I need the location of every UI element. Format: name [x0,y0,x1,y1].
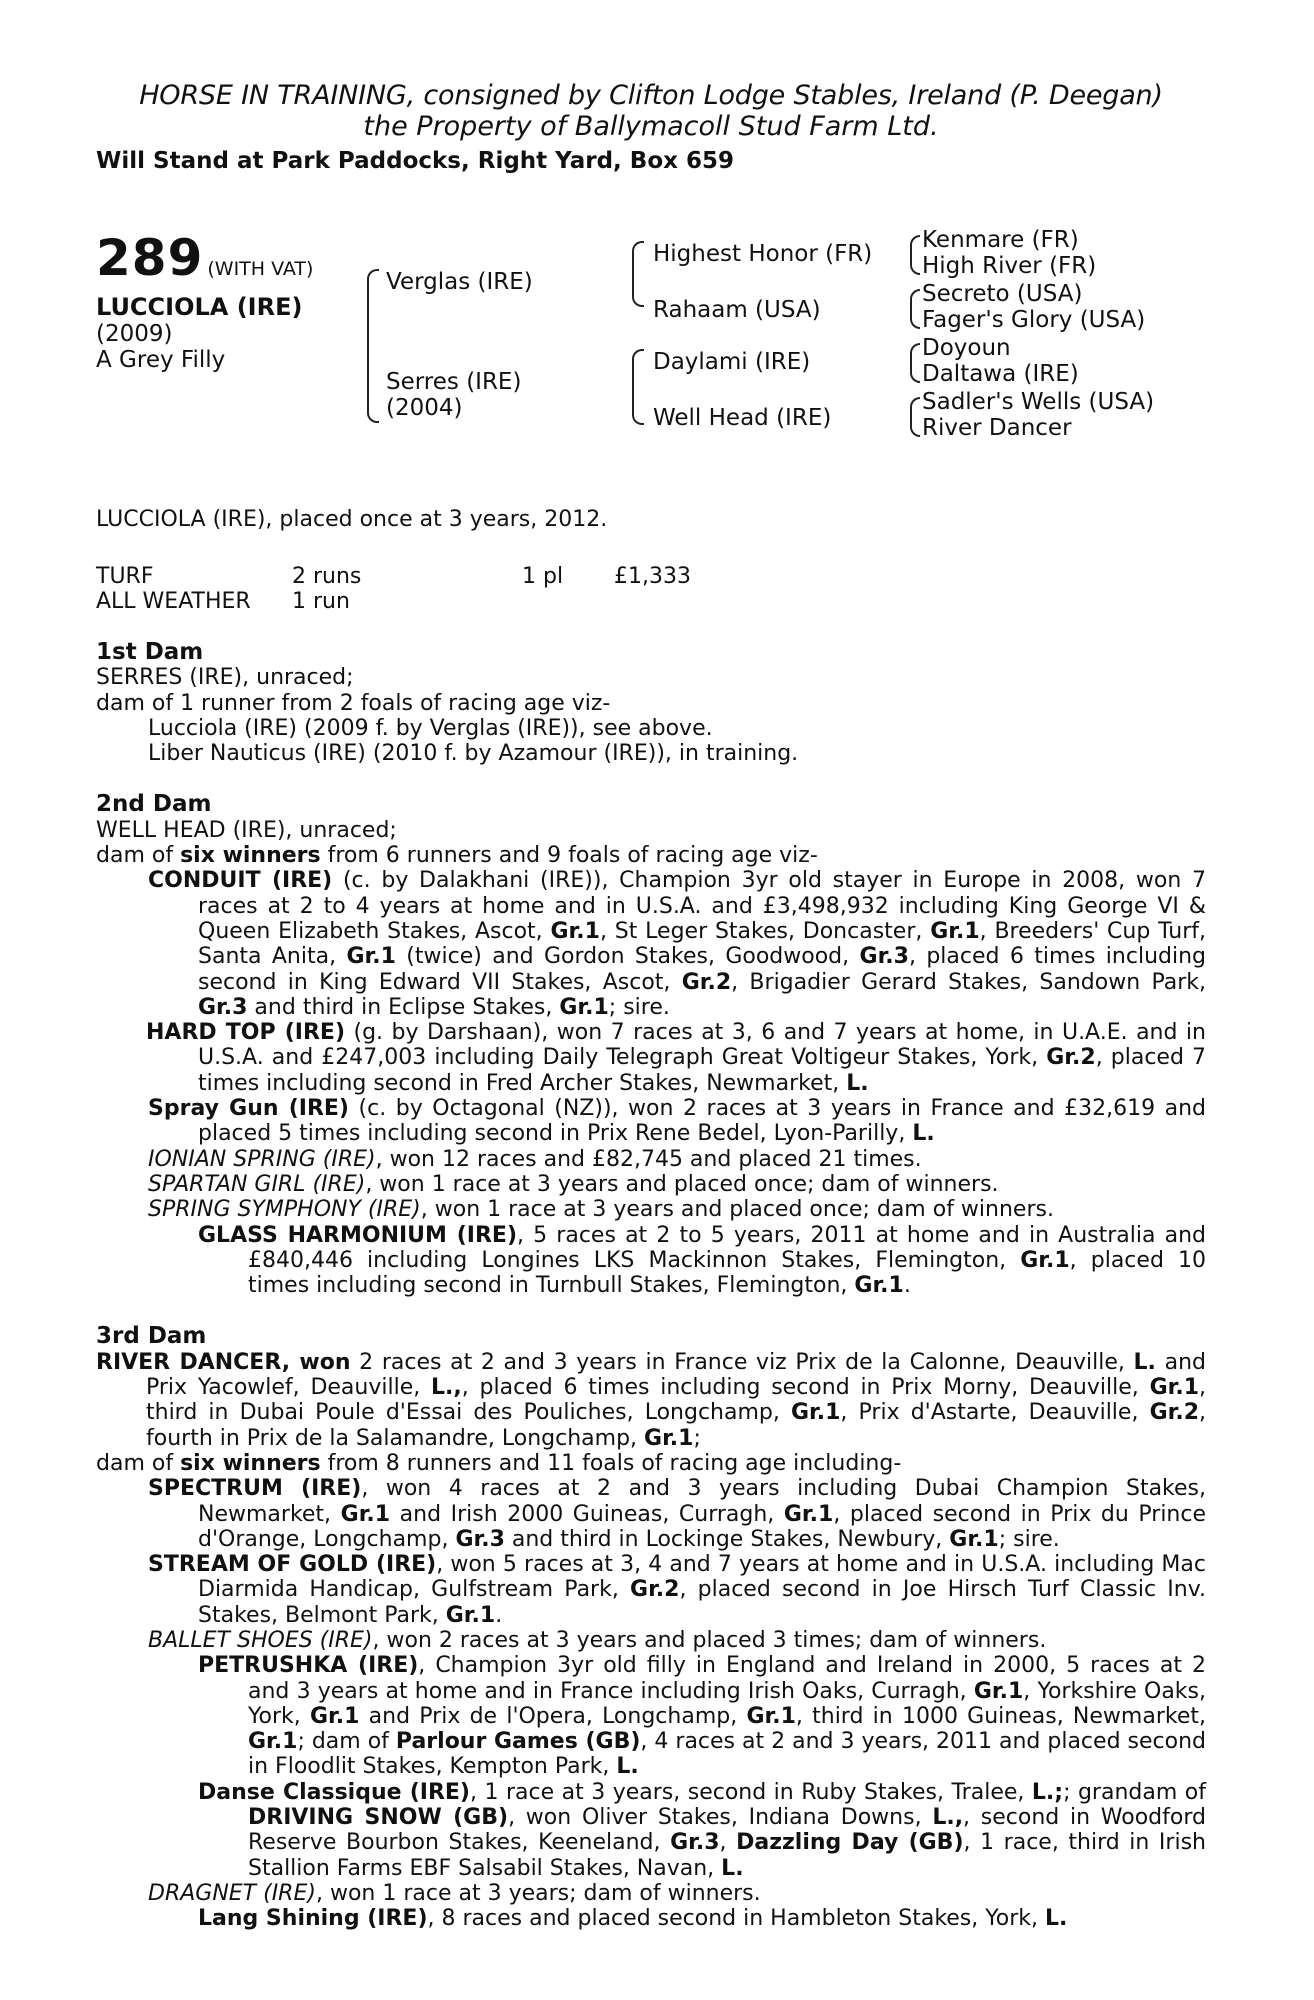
produce-entry-lang-shining: Lang Shining (IRE), 8 races and placed second in Hambleton Stakes, York, L. [198,1906,1068,1932]
second-dam-heading: 2nd Dam [96,791,212,818]
produce-entry-glass-harmonium: GLASS HARMONIUM (IRE), 5 races at 2 to 5 years, 2011 at home and in Australia and £840,446 including Longines LKS Mackinnon Stakes, Flemington, Gr.1, placed 10 times including second in Turnbull Stakes, Flemington, Gr.1. [198,1222,1207,1299]
pedigree-g6: Daltawa (IRE) [922,361,1079,387]
horse-year: (2009) [96,321,173,347]
pedigree-g1: Kenmare (FR) [922,227,1079,253]
stabling-line: Will Stand at Park Paddocks, Right Yard, Box 659 [96,148,734,174]
third-dam-record: RIVER DANCER, won 2 races at 2 and 3 years in France viz Prix de la Calonne, Deauville, L. and Prix Yacowlef, Deauville, L.,, placed 6 times including second in Prix Morny, Deauville, Gr.1, third in Dubai Poule d'Essai des Pouliches, Longchamp, Gr.1, Prix d'Astarte, Deauville, Gr.2, fourth in Prix de la Salamandre, Longchamp, Gr.1; [96,1349,1207,1451]
pedigree-g8: River Dancer [922,415,1072,441]
pedigree-dam-year: (2004) [386,395,463,421]
gg-bracket-4 [910,397,920,437]
produce-entry-conduit: CONDUIT (IRE) (c. by Dalakhani (IRE)), Champion 3yr old stayer in Europe in 2008, won 7 races at 2 to 4 years at home and in U.S.A. and £3,498,932 including King George VI & Queen Elizabeth Stakes, Ascot, Gr.1, St Leger Stakes, Doncaster, Gr.1, Breeders' Cup Turf, Santa Anita, Gr.1 (twice) and Gordon Stakes, Goodwood, Gr.3, placed 6 times including second in King Edward VII Stakes, Ascot, Gr.2, Brigadier Gerard Stakes, Sandown Park, Gr.3 and third in Eclipse Stakes, Gr.1; sire. [148,868,1206,1020]
lot-number: 289 [96,229,204,287]
turf-runs: 2 runs [292,564,362,589]
pedigree-dam-dam: Well Head (IRE) [653,405,832,431]
lot-info [96,229,313,373]
produce-entry-danse-classique: Danse Classique (IRE), 1 race at 3 years, second in Ruby Stakes, Tralee, L.;; grandam of DRIVING SNOW (GB), won Oliver Stakes, Indiana Downs, L.,, second in Woodford Reserve Bourbon Stakes, Keeneland, Gr.3, Dazzling Day (GB), 1 race, third in Irish Stallion Farms EBF Salsabil Stakes, Navan, L. [198,1779,1206,1881]
pedigree-dam: Serres (IRE) [386,369,522,395]
aw-runs: 1 run [292,589,350,614]
vat-note: (WITH VAT) [207,258,314,280]
third-dam-produce-line: dam of six winners from 8 runners and 11 foals of racing age including- [96,1450,902,1476]
race-stats [96,564,1206,614]
gg-bracket-2 [910,289,920,329]
pedigree-sire-sire: Highest Honor (FR) [653,241,873,267]
pedigree-g3: Secreto (USA) [922,281,1083,307]
pedigree-g7: Sadler's Wells (USA) [922,389,1155,415]
produce-entry-dragnet: DRAGNET (IRE), won 1 race at 3 years; dam of winners. [148,1880,761,1906]
produce-entry-spartan-girl: SPARTAN GIRL (IRE), won 1 race at 3 years and placed once; dam of winners. [148,1171,999,1197]
third-dam-heading: 3rd Dam [96,1323,207,1350]
produce-entry-ballet-shoes: BALLET SHOES (IRE), won 2 races at 3 years and placed 3 times; dam of winners. [148,1627,1047,1653]
pedigree-block [96,229,1206,479]
produce-entry-spectrum: SPECTRUM (IRE), won 4 races at 2 and 3 years including Dubai Champion Stakes, Newmarket, Gr.1 and Irish 2000 Guineas, Curragh, Gr.1, placed second in Prix du Prince d'Orange, Longchamp, Gr.3 and third in Lockinge Stakes, Newbury, Gr.1; sire. [148,1476,1207,1552]
grandsire-bracket-2 [632,349,644,425]
pedigree-g5: Doyoun [922,335,1011,361]
produce-entry-stream-of-gold: STREAM OF GOLD (IRE), won 5 races at 3, 4 and 7 years at home and in U.S.A. including Mac Diarmida Handicap, Gulfstream Park, Gr.2, placed second in Joe Hirsch Turf Classic Inv. Stakes, Belmont Park, Gr.1. [148,1552,1206,1628]
produce-entry-spring-symphony: SPRING SYMPHONY (IRE), won 1 race at 3 years and placed once; dam of winners. [148,1197,1054,1223]
turf-prize: £1,333 [614,564,691,589]
turf-placed: 1 pl [522,564,564,589]
first-dam-section [96,640,1206,766]
first-dam-produce-line: dam of 1 runner from 2 foals of racing age viz- [96,690,611,716]
second-dam-section [96,792,1206,1298]
consignor-line: HORSE IN TRAINING, consigned by Clifton Lodge Stables, Ireland (P. Deegan) [139,80,1163,111]
catalogue-page [96,80,1206,1932]
turf-label: TURF [96,564,154,589]
pedigree-dam-sire: Daylami (IRE) [653,349,811,375]
pedigree-sire-dam: Rahaam (USA) [653,297,821,323]
produce-entry-ionian-spring: IONIAN SPRING (IRE), won 12 races and £82,745 and placed 21 times. [148,1146,922,1172]
second-dam-produce-line: dam of six winners from 6 runners and 9 foals of racing age viz- [96,843,818,869]
pedigree-g2: High River (FR) [922,253,1097,279]
sire-dam-bracket [367,269,379,423]
first-dam-line: SERRES (IRE), unraced; [96,665,354,691]
race-summary: LUCCIOLA (IRE), placed once at 3 years, 2012. [96,507,608,532]
horse-name: LUCCIOLA (IRE) [96,293,303,321]
gg-bracket-3 [910,343,920,383]
property-line: the Property of Ballymacoll Stud Farm Ltd. [363,111,939,142]
third-dam-section [96,1324,1206,1931]
horse-description: A Grey Filly [96,347,226,373]
produce-item: Lucciola (IRE) (2009 f. by Verglas (IRE)), see above. [148,715,713,741]
produce-entry-hard-top: HARD TOP (IRE) (g. by Darshaan), won 7 races at 3, 6 and 7 years at home, in U.A.E. and in U.S.A. and £247,003 including Daily Telegraph Great Voltigeur Stakes, York, Gr.2, placed 7 times including second in Fred Archer Stakes, Newmarket, L. [146,1020,1207,1096]
pedigree-g4: Fager's Glory (USA) [922,307,1146,333]
gg-bracket-1 [910,235,920,275]
produce-item: Liber Nauticus (IRE) (2010 f. by Azamour (IRE)), in training. [148,741,799,767]
aw-label: ALL WEATHER [96,589,251,614]
pedigree-sire: Verglas (IRE) [386,269,533,295]
second-dam-line: WELL HEAD (IRE), unraced; [96,817,397,843]
grandsire-bracket-1 [632,241,644,307]
produce-entry-petrushka: PETRUSHKA (IRE), Champion 3yr old filly in England and Ireland in 2000, 5 races at 2 and 3 years at home and in France including Irish Oaks, Curragh, Gr.1, Yorkshire Oaks, York, Gr.1 and Prix de l'Opera, Longchamp, Gr.1, third in 1000 Guineas, Newmarket, Gr.1; dam of Parlour Games (GB), 4 races at 2 and 3 years, 2011 and placed second in Floodlit Stakes, Kempton Park, L. [198,1653,1206,1780]
produce-entry-spray-gun: Spray Gun (IRE) (c. by Octagonal (NZ)), won 2 races at 3 years in France and £32,619 and placed 5 times including second in Prix Rene Bedel, Lyon-Parilly, L. [148,1096,1206,1147]
first-dam-heading: 1st Dam [96,639,204,665]
